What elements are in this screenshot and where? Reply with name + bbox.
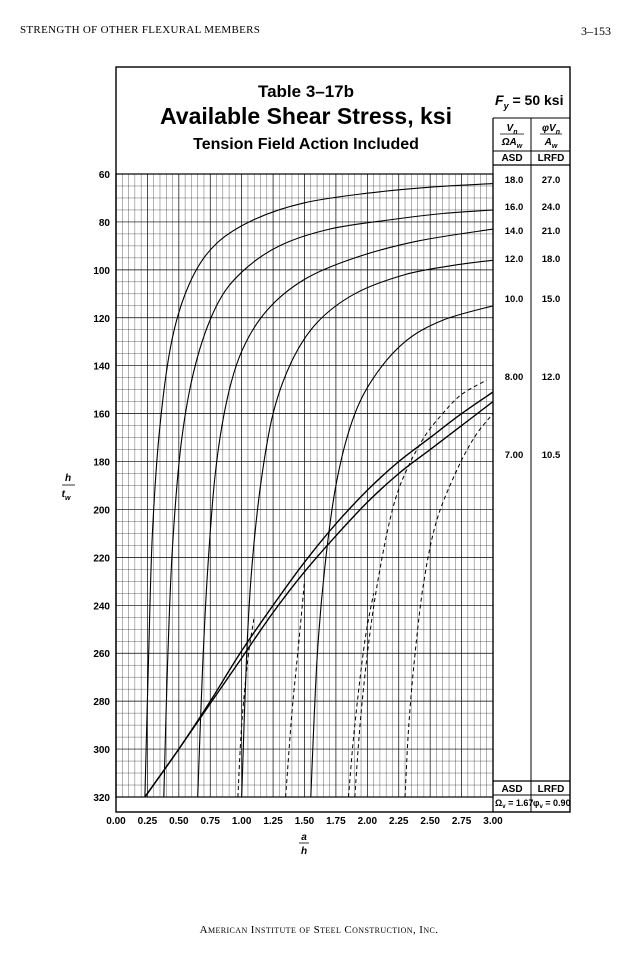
x-tick-label: 0.50 bbox=[169, 816, 189, 827]
y-tick-label: 180 bbox=[93, 457, 110, 469]
legend-head-lrfd: LRFD bbox=[537, 153, 565, 164]
legend-lrfd-bottom: $A_w$ bbox=[544, 137, 558, 150]
legend-omega: $\Omega_v = 1.67$ bbox=[495, 798, 534, 810]
legend-asd-value: 7.00 bbox=[504, 450, 524, 461]
legend-asd-value: 8.00 bbox=[504, 372, 524, 383]
x-axis-label-top: a bbox=[301, 832, 307, 843]
x-tick-label: 0.00 bbox=[106, 816, 126, 827]
y-tick-label: 240 bbox=[93, 601, 110, 613]
legend-head-asd: ASD bbox=[501, 153, 523, 164]
series-line-18.0 bbox=[145, 184, 493, 797]
y-tick-label: 200 bbox=[93, 505, 110, 517]
x-tick-label: 2.75 bbox=[451, 816, 472, 827]
x-tick-label: 1.25 bbox=[263, 816, 283, 827]
legend-asd-value: 10.0 bbox=[504, 294, 524, 305]
page-number: 3–153 bbox=[581, 24, 611, 38]
legend-phi: $\varphi_v = 0.90$ bbox=[533, 798, 571, 810]
series-line-16.0 bbox=[164, 210, 493, 797]
legend-values bbox=[505, 175, 561, 461]
x-axis-label-bottom: h bbox=[300, 846, 308, 857]
x-tick-label: 0.75 bbox=[200, 816, 220, 827]
chart-series bbox=[145, 184, 493, 797]
dashed-line-2 bbox=[355, 380, 487, 797]
legend-foot-asd: ASD bbox=[501, 784, 523, 795]
y-axis-label-top: h bbox=[64, 473, 72, 484]
x-tick-label: 1.75 bbox=[326, 816, 346, 827]
y-tick-label: 120 bbox=[93, 313, 110, 325]
y-tick-label: 300 bbox=[93, 745, 110, 757]
chart-dashed-series bbox=[238, 380, 493, 797]
legend-lrfd-value: 10.5 bbox=[541, 450, 561, 461]
legend-asd-value: 12.0 bbox=[504, 254, 524, 265]
y-tick-label: 320 bbox=[93, 793, 110, 804]
chart-grid bbox=[116, 174, 493, 797]
chart-title: Available Shear Stress, ksi bbox=[160, 103, 452, 129]
legend-lrfd-value: 15.0 bbox=[541, 294, 561, 305]
legend-foot-lrfd: LRFD bbox=[537, 784, 565, 795]
legend-asd-value: 16.0 bbox=[504, 202, 524, 213]
x-tick-label: 2.50 bbox=[420, 816, 440, 827]
y-tick-label: 60 bbox=[98, 170, 110, 181]
y-tick-label: 220 bbox=[93, 553, 110, 565]
y-tick-label: 140 bbox=[93, 361, 110, 373]
legend-asd-value: 14.0 bbox=[504, 226, 524, 237]
series-line-8.00 bbox=[145, 392, 493, 797]
y-tick-label: 80 bbox=[98, 217, 110, 229]
legend-lrfd-value: 12.0 bbox=[541, 372, 561, 383]
x-tick-label: 1.50 bbox=[294, 816, 315, 827]
legend-lrfd-value: 27.0 bbox=[541, 175, 561, 186]
table-number: Table 3–17b bbox=[257, 82, 355, 101]
legend-lrfd-value: 18.0 bbox=[541, 254, 561, 265]
x-tick-label: 2.00 bbox=[357, 816, 378, 827]
y-tick-label: 160 bbox=[93, 409, 110, 421]
chart-frame bbox=[116, 67, 570, 812]
page-footer: American Institute of Steel Construction, Inc. bbox=[199, 924, 439, 936]
legend-asd-value: 18.0 bbox=[504, 175, 524, 186]
y-tick-label: 280 bbox=[93, 697, 110, 709]
x-tick-label: 2.25 bbox=[389, 816, 409, 827]
chart-subtitle: Tension Field Action Included bbox=[193, 136, 419, 153]
legend-lrfd-value: 21.0 bbox=[541, 226, 561, 237]
series-line-7.00 bbox=[145, 402, 493, 797]
legend-asd-top: $V_n$ bbox=[506, 123, 518, 136]
legend-lrfd-top: $\varphi V_n$ bbox=[542, 123, 560, 136]
page-header-section: STRENGTH OF OTHER FLEXURAL MEMBERS bbox=[20, 24, 261, 36]
y-axis-label-bottom: $t_w$ bbox=[61, 489, 71, 502]
series-line-10.0 bbox=[311, 306, 493, 797]
fy-label: $F_y = 50$ ksi bbox=[495, 92, 564, 111]
y-tick-label: 100 bbox=[93, 265, 110, 277]
x-tick-label: 3.00 bbox=[483, 816, 503, 827]
legend-lrfd-value: 24.0 bbox=[541, 202, 561, 213]
legend-asd-bottom: $\Omega A_w$ bbox=[501, 137, 523, 150]
y-tick-label: 260 bbox=[93, 649, 110, 661]
x-tick-label: 0.25 bbox=[137, 816, 158, 827]
x-tick-label: 1.00 bbox=[231, 816, 252, 827]
